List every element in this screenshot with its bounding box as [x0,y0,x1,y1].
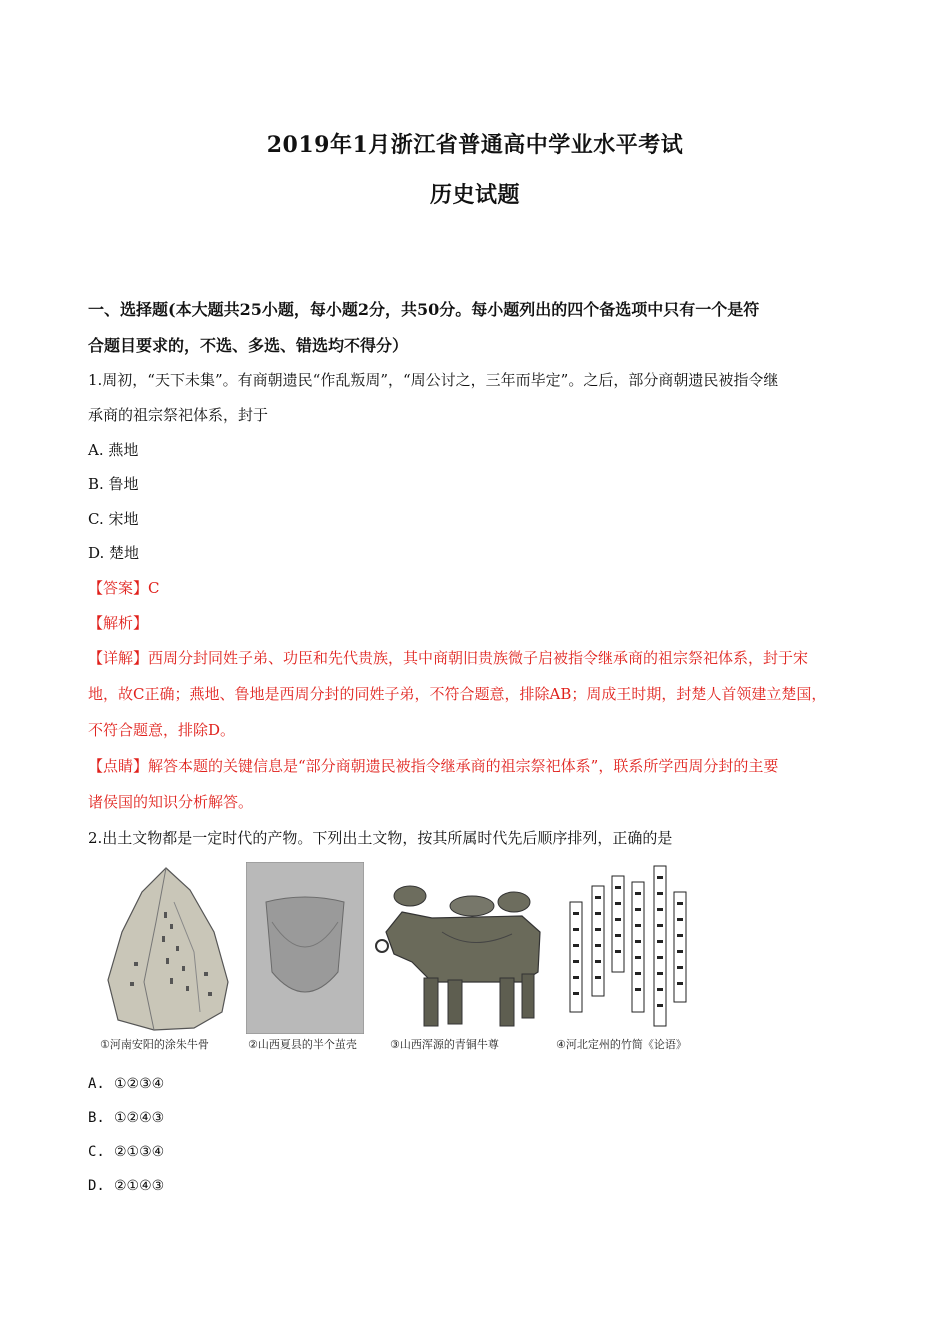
option-letter: A. [88,1076,105,1092]
question-2-option-b [88,1100,868,1136]
oracle-bone-image [104,862,234,1034]
option-text: ②①④③ [114,1178,165,1194]
bamboo-slips-image [562,862,698,1034]
page-subtitle: 历史试题 [429,182,520,208]
question-1-stem-cont: 承商的祖宗祭祀体系，封于 [88,406,269,424]
option-text: ①②④③ [114,1110,165,1126]
section-header [88,292,868,364]
option-letter: C. [88,1144,105,1160]
question-1-option-b: B. 鲁地 [88,475,139,493]
detail-explanation: 【详解】西周分封同姓子弟、功臣和先代贵族，其中商朝旧贵族微子启被指令继承商的祖宗祭祀体系，封于宋 [88,649,809,667]
analysis-label: 【解析】 [88,614,149,632]
figure-caption-2: ②山西夏县的半个茧壳 [248,1038,357,1051]
page-title: 2019年1月浙江省普通高中学业水平考试 [266,132,684,158]
option-text: ①②③④ [114,1076,165,1092]
question-2-option-d [88,1168,868,1204]
cocoon-image [246,862,364,1034]
detail-explanation-cont: 不符合题意，排除D。 [88,721,236,739]
question-1-option-d: D. 楚地 [88,544,140,562]
bronze-ox-image [372,862,552,1034]
figure-caption-1: ①河南安阳的涂朱牛骨 [100,1038,209,1051]
tip-explanation: 【点睛】解答本题的关键信息是“部分商朝遗民被指令继承商的祖宗祭祀体系”，联系所学西周分封的主要 [88,757,779,775]
option-letter: D. [88,1178,105,1194]
figure-caption-4: ④河北定州的竹简《论语》 [556,1038,687,1051]
question-2-stem: 2.出土文物都是一定时代的产物。下列出土文物，按其所属时代先后顺序排列，正确的是 [88,829,673,847]
question-1-option-a: A. 燕地 [88,441,139,459]
artifact-figure [100,862,700,1062]
question-1-stem: 1.周初，“天下未集”。有商朝遗民“作乱叛周”，“周公讨之，三年而毕定”。之后，部分商朝遗民被指令继 [88,371,779,389]
question-2-option-a [88,1066,868,1102]
section-header-line: 一、选择题(本大题共25小题，每小题2分，共50分。每小题列出的四个备选项中只有一个是符 [88,300,760,319]
tip-explanation-cont: 诸侯国的知识分析解答。 [88,793,254,811]
detail-explanation-cont: 地，故C正确；燕地、鲁地是西周分封的同姓子弟，不符合题意，排除AB；周成王时期，封楚人首领建立楚国， [88,685,827,703]
question-1-option-c: C. 宋地 [88,510,139,528]
option-text: ②①③④ [114,1144,165,1160]
section-header-line: 合题目要求的，不选、多选、错选均不得分） [88,336,409,355]
figure-caption-3: ③山西浑源的青铜牛尊 [390,1038,499,1051]
option-letter: B. [88,1110,105,1126]
answer-label: 【答案】C [88,579,160,597]
question-2-option-c [88,1134,868,1170]
